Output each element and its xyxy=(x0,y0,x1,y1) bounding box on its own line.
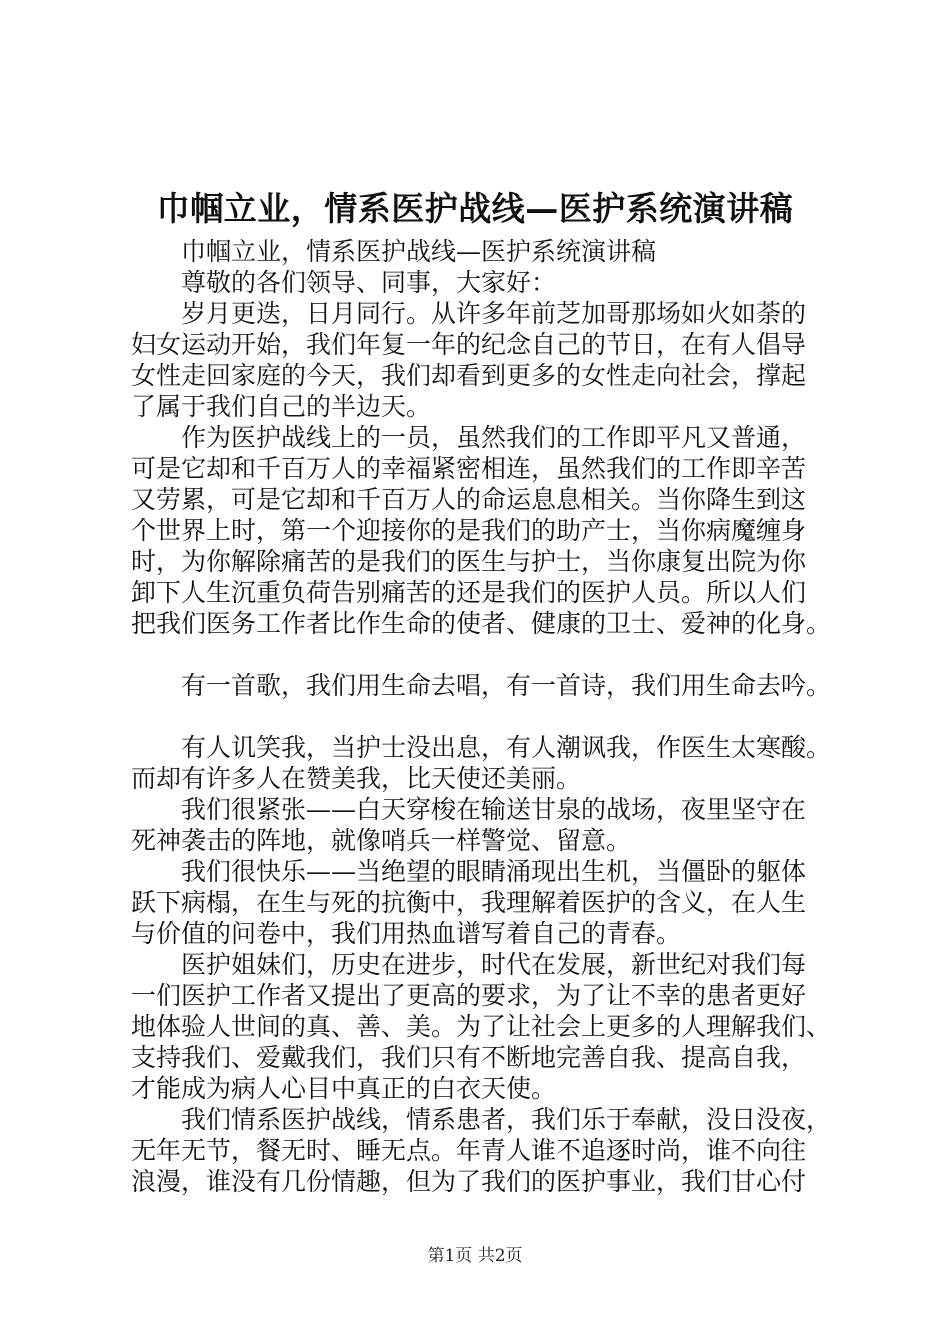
body-line: 可是它却和千百万人的幸福紧密相连，虽然我们的工作即辛苦 xyxy=(131,454,807,483)
body-line: 有人讥笑我，当护士没出息，有人潮讽我，作医生太寒酸。 xyxy=(181,733,832,762)
body-line: 一们医护工作者又提出了更高的要求，为了让不幸的患者更好 xyxy=(131,981,807,1010)
body-line: 与价值的问卷中，我们用热血谱写着自己的青春。 xyxy=(131,919,682,948)
document-body xyxy=(131,236,851,1197)
body-line: 我们很快乐——当绝望的眼睛涌现出生机，当僵卧的躯体 xyxy=(181,857,807,886)
body-line: 无年无节，餐无时、睡无点。年青人谁不追逐时尚，谁不向往 xyxy=(131,1136,807,1165)
body-line: 有一首歌，我们用生命去唱，有一首诗，我们用生命去吟。 xyxy=(181,671,832,700)
body-line: 尊敬的各们领导、同事，大家好： xyxy=(181,268,557,297)
body-line: 把我们医务工作者比作生命的使者、健康的卫士、爱神的化身。 xyxy=(131,609,832,638)
body-line: 了属于我们自己的半边天。 xyxy=(131,392,432,421)
body-line: 岁月更迭，日月同行。从许多年前芝加哥那场如火如荼的 xyxy=(181,299,807,328)
paragraph-spacer xyxy=(131,701,851,732)
paragraph-spacer xyxy=(131,639,851,670)
body-line: 而却有许多人在赞美我，比天使还美丽。 xyxy=(131,764,582,793)
body-line: 妇女运动开始，我们年复一年的纪念自己的节日，在有人倡导 xyxy=(131,330,807,359)
body-line: 跃下病榻，在生与死的抗衡中，我理解着医护的含义，在人生 xyxy=(131,888,807,917)
body-line: 又劳累，可是它却和千百万人的命运息息相关。当你降生到这 xyxy=(131,485,807,514)
body-line: 浪漫，谁没有几份情趣，但为了我们的医护事业，我们甘心付 xyxy=(131,1167,807,1196)
body-line: 卸下人生沉重负荷告别痛苦的还是我们的医护人员。所以人们 xyxy=(131,578,807,607)
body-line: 女性走回家庭的今天，我们却看到更多的女性走向社会，撑起 xyxy=(131,361,807,390)
body-line: 医护姐妹们，历史在进步，时代在发展，新世纪对我们每 xyxy=(181,950,807,979)
document-title: 巾帼立业，情系医护战线—医护系统演讲稿 xyxy=(156,189,794,228)
body-line: 我们很紧张——白天穿梭在输送甘泉的战场，夜里坚守在 xyxy=(181,795,807,824)
page-number-footer: 第1页 共2页 xyxy=(427,1246,523,1266)
body-line: 地体验人世间的真、善、美。为了让社会上更多的人理解我们、 xyxy=(131,1012,832,1041)
body-line: 时，为你解除痛苦的是我们的医生与护士，当你康复出院为你 xyxy=(131,547,807,576)
body-line: 我们情系医护战线，情系患者，我们乐于奉献，没日没夜， xyxy=(181,1105,832,1134)
body-line: 支持我们、爱戴我们，我们只有不断地完善自我、提高自我， xyxy=(131,1043,807,1072)
body-line: 才能成为病人心目中真正的白衣天使。 xyxy=(131,1074,557,1103)
body-line: 个世界上时，第一个迎接你的是我们的助产士，当你病魔缠身 xyxy=(131,516,807,545)
body-line: 巾帼立业，情系医护战线—医护系统演讲稿 xyxy=(181,237,657,266)
body-line: 作为医护战线上的一员，虽然我们的工作即平凡又普通， xyxy=(181,423,807,452)
body-line: 死神袭击的阵地，就像哨兵一样警觉、留意。 xyxy=(131,826,632,855)
